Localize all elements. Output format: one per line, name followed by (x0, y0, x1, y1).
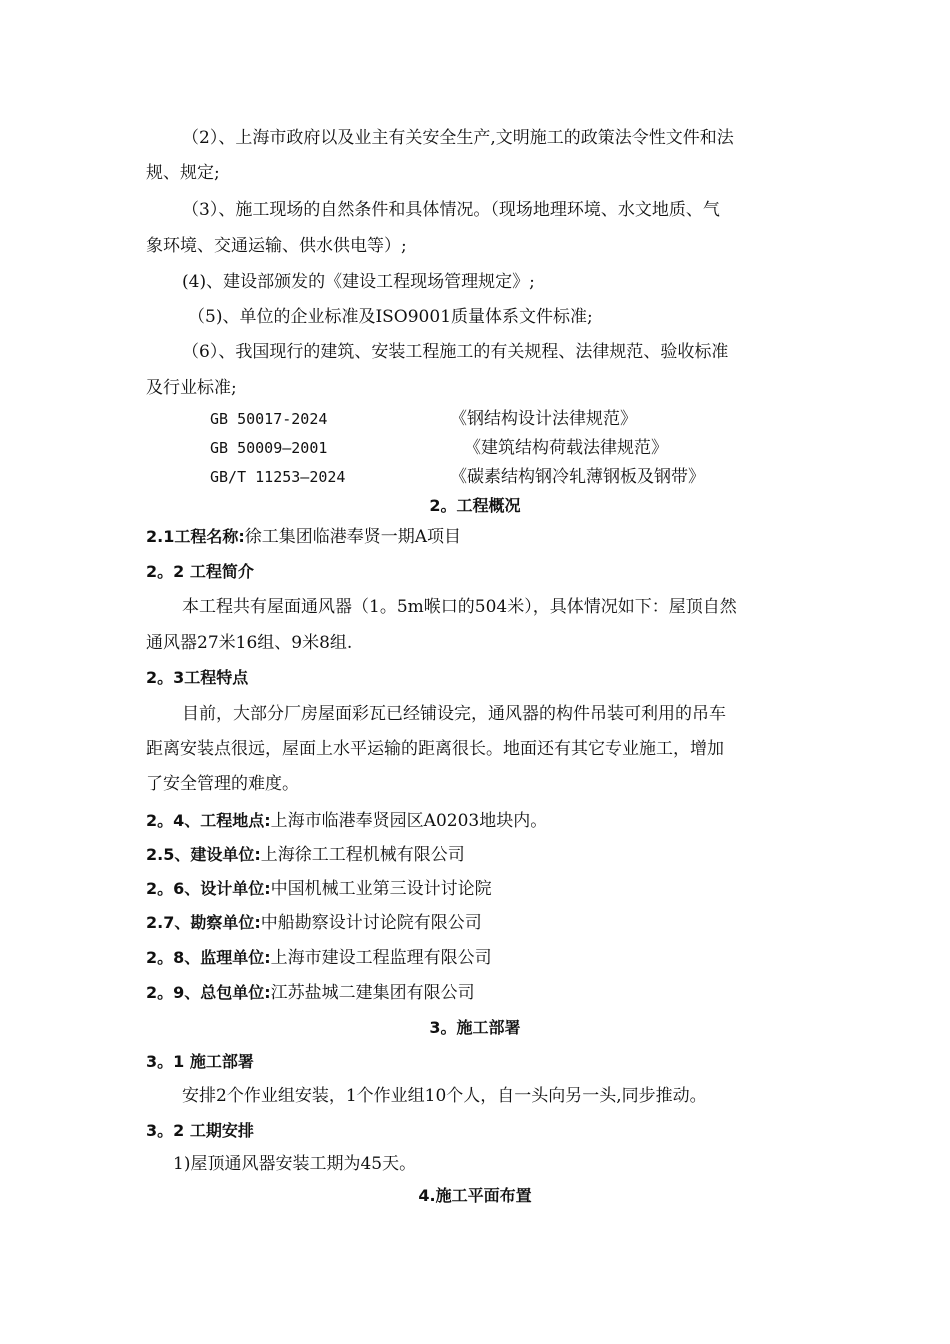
owner-unit-value: 上海徐工工程机械有限公司 (260, 845, 465, 865)
project-name-value: 徐工集团临港奉贤一期A项目 (244, 527, 462, 547)
basis-item-3-line-2: 象环境、交通运输、供水供电等）; (146, 236, 407, 256)
project-location-label: 2。4、工程地点: (146, 811, 271, 830)
owner-unit-label: 2.5、建设单位: (146, 845, 261, 864)
supervision-unit-value: 上海市建设工程监理有限公司 (270, 948, 492, 968)
survey-unit-value: 中船勘察设计讨论院有限公司 (260, 913, 482, 933)
basis-item-2-line-2: 规、规定; (146, 163, 220, 183)
section-4-heading: 4.施工平面布置 (418, 1186, 532, 1205)
section-2-3-line-2: 距离安装点很远，屋面上水平运输的距离很长。地面还有其它专业施工，增加 (146, 739, 724, 759)
owner-unit-row (146, 843, 465, 867)
standard-title: 《钢结构设计法律规范》 (450, 409, 637, 429)
basis-item-5: （5)、单位的企业标准及ISO9001质量体系文件标准; (188, 307, 593, 327)
section-3-2-heading: 3。2 工期安排 (146, 1121, 254, 1140)
basis-item-2-line-1: （2）、上海市政府以及业主有关安全生产,文明施工的政策法令性文件和法 (182, 128, 734, 148)
standard-code: GB 50009—2001 (210, 439, 328, 457)
section-3-heading: 3。施工部署 (429, 1018, 521, 1037)
design-unit-value: 中国机械工业第三设计讨论院 (270, 879, 492, 899)
survey-unit-row (146, 911, 482, 935)
section-2-3-line-1: 目前，大部分厂房屋面彩瓦已经铺设完，通风器的构件吊装可利用的吊车 (182, 704, 726, 724)
standard-title: 《碳素结构钢冷轧薄钢板及钢带》 (450, 467, 705, 487)
standard-title: 《建筑结构荷载法律规范》 (464, 438, 668, 458)
design-unit-label: 2。6、设计单位: (146, 879, 271, 898)
project-location-row (146, 809, 547, 833)
basis-item-6-line-1: （6）、我国现行的建筑、安装工程施工的有关规程、法律规范、验收标准 (182, 342, 729, 362)
standard-code: GB 50017-2024 (210, 410, 328, 428)
section-2-2-line-1: 本工程共有屋面通风器（1。5m喉口的504米），具体情况如下：屋顶自然 (182, 597, 737, 617)
supervision-unit-label: 2。8、监理单位: (146, 948, 271, 967)
standard-code: GB/T 11253—2024 (210, 468, 346, 486)
section-3-1-text: 安排2个作业组安装，1个作业组10个人，自一头向另一头,同步推动。 (182, 1086, 707, 1106)
basis-item-6-line-2: 及行业标准; (146, 378, 237, 398)
section-2-2-heading: 2。2 工程简介 (146, 562, 254, 581)
project-name-row (146, 525, 461, 549)
section-2-2-line-2: 通风器27米16组、9米8组. (146, 633, 353, 653)
section-2-heading: 2。工程概况 (429, 496, 521, 515)
survey-unit-label: 2.7、勘察单位: (146, 913, 261, 932)
project-name-label: 2.1工程名称: (146, 527, 245, 546)
general-contractor-value: 江苏盐城二建集团有限公司 (270, 983, 475, 1003)
basis-item-4: (4)、建设部颁发的《建设工程现场管理规定》; (182, 272, 535, 292)
project-location-value: 上海市临港奉贤园区A0203地块内。 (270, 811, 548, 831)
general-contractor-row (146, 981, 475, 1005)
supervision-unit-row (146, 946, 492, 970)
section-2-3-heading: 2。3工程特点 (146, 668, 249, 687)
basis-item-3-line-1: （3）、施工现场的自然条件和具体情况。（现场地理环境、水文地质、气 (182, 200, 720, 220)
general-contractor-label: 2。9、总包单位: (146, 983, 271, 1002)
section-3-2-text: 1)屋顶通风器安装工期为45天。 (173, 1154, 417, 1174)
section-3-1-heading: 3。1 施工部署 (146, 1052, 254, 1071)
design-unit-row (146, 877, 492, 901)
section-2-3-line-3: 了安全管理的难度。 (146, 774, 299, 794)
